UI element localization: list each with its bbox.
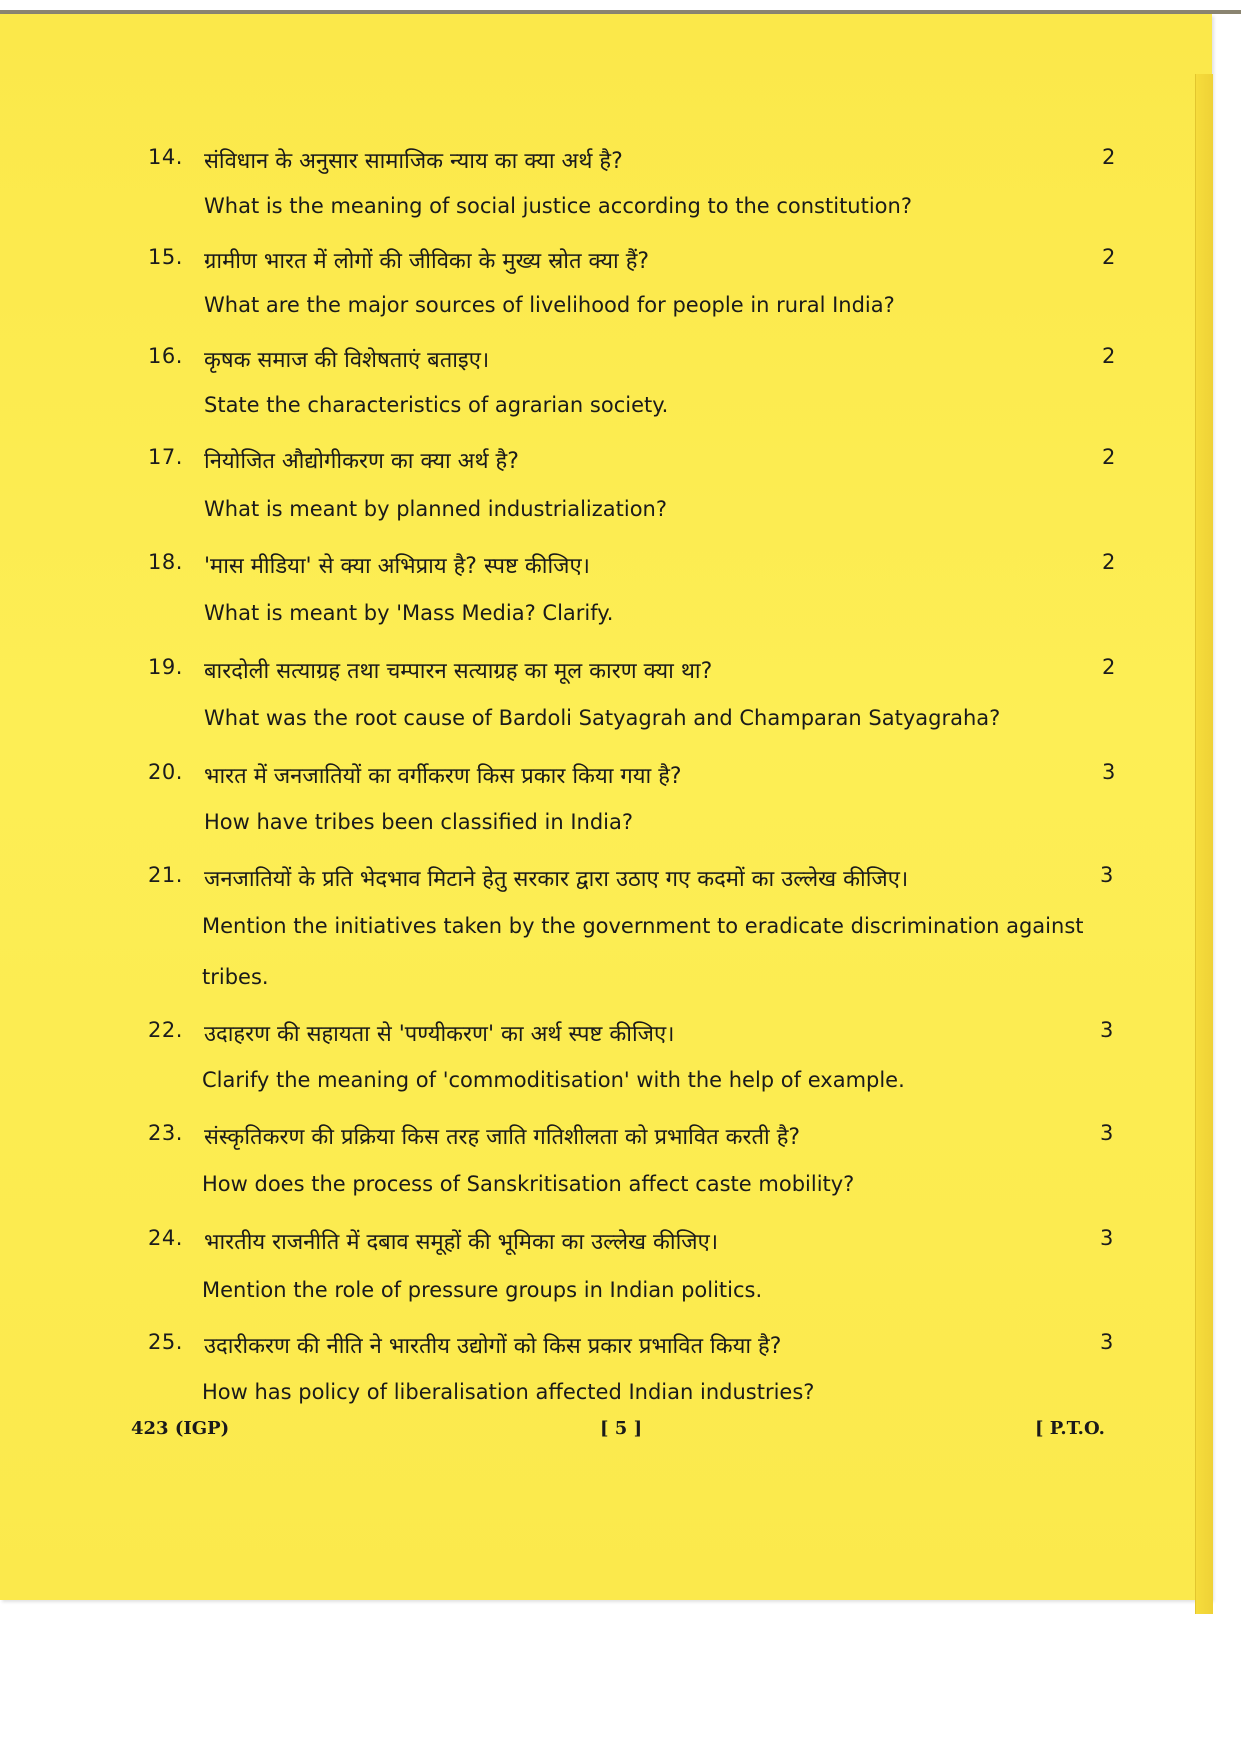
paper-code: 423 (IGP) <box>131 1418 230 1439</box>
question-english: Mention the initiatives taken by the government to eradicate discrimination against <box>202 914 1084 938</box>
question-marks: 3 <box>1102 760 1116 784</box>
question-marks: 3 <box>1100 1226 1114 1250</box>
question-english: What is meant by 'Mass Media? Clarify. <box>204 601 614 625</box>
question-number: 14. <box>148 145 183 169</box>
paper-stack-edge <box>1195 74 1213 1614</box>
question-marks: 2 <box>1102 445 1116 469</box>
question-marks: 3 <box>1100 1121 1114 1145</box>
question-hindi: कृषक समाज की विशेषताएं बताइए। <box>204 348 490 373</box>
yellow-paper-sheet <box>0 14 1212 1600</box>
question-hindi: संस्कृतिकरण की प्रक्रिया किस तरह जाति गतिशीलता को प्रभावित करती है? <box>204 1125 801 1150</box>
question-marks: 2 <box>1102 245 1116 269</box>
question-hindi: भारतीय राजनीति में दबाव समूहों की भूमिका का उल्लेख कीजिए। <box>204 1230 719 1255</box>
question-hindi: उदारीकरण की नीति ने भारतीय उद्योगों को किस प्रकार प्रभावित किया है? <box>204 1334 782 1359</box>
question-number: 24. <box>148 1226 183 1250</box>
question-marks: 2 <box>1102 145 1116 169</box>
question-english: How has policy of liberalisation affected Indian industries? <box>202 1380 815 1404</box>
question-marks: 2 <box>1102 550 1116 574</box>
question-number: 23. <box>148 1121 183 1145</box>
question-number: 17. <box>148 445 183 469</box>
question-marks: 3 <box>1100 1330 1114 1354</box>
question-number: 16. <box>148 344 183 368</box>
question-hindi: संविधान के अनुसार सामाजिक न्याय का क्या अर्थ है? <box>204 149 623 174</box>
question-number: 18. <box>148 550 183 574</box>
question-hindi: बारदोली सत्याग्रह तथा चम्पारन सत्याग्रह का मूल कारण क्या था? <box>204 659 713 684</box>
please-turn-over: [ P.T.O. <box>1035 1418 1105 1439</box>
question-marks: 2 <box>1102 655 1116 679</box>
question-english: State the characteristics of agrarian society. <box>204 393 669 417</box>
question-hindi: भारत में जनजातियों का वर्गीकरण किस प्रकार किया गया है? <box>204 764 682 789</box>
question-english: Clarify the meaning of 'commoditisation' with the help of example. <box>202 1068 905 1092</box>
question-hindi: 'मास मीडिया' से क्या अभिप्राय है? स्पष्ट कीजिए। <box>204 554 590 579</box>
question-number: 19. <box>148 655 183 679</box>
question-english-continued: tribes. <box>202 965 269 989</box>
question-hindi: ग्रामीण भारत में लोगों की जीविका के मुख्य स्रोत क्या हैं? <box>204 249 650 274</box>
page-number: [ 5 ] <box>600 1418 643 1439</box>
question-hindi: उदाहरण की सहायता से 'पण्यीकरण' का अर्थ स्पष्ट कीजिए। <box>204 1022 675 1047</box>
question-english: What is the meaning of social justice according to the constitution? <box>204 194 912 218</box>
question-marks: 2 <box>1102 344 1116 368</box>
question-english: How does the process of Sanskritisation affect caste mobility? <box>202 1172 855 1196</box>
question-english: What are the major sources of livelihood for people in rural India? <box>204 293 895 317</box>
question-hindi: नियोजित औद्योगीकरण का क्या अर्थ है? <box>204 449 519 474</box>
question-hindi: जनजातियों के प्रति भेदभाव मिटाने हेतु सरकार द्वारा उठाए गए कदमों का उल्लेख कीजिए। <box>204 867 909 892</box>
question-english: What is meant by planned industrialization? <box>204 497 668 521</box>
question-number: 21. <box>148 863 183 887</box>
question-marks: 3 <box>1100 1018 1114 1042</box>
question-number: 25. <box>148 1330 183 1354</box>
question-marks: 3 <box>1100 863 1114 887</box>
question-english: What was the root cause of Bardoli Satyagrah and Champaran Satyagraha? <box>204 706 1001 730</box>
question-number: 20. <box>148 760 183 784</box>
question-english: Mention the role of pressure groups in Indian politics. <box>202 1278 763 1302</box>
question-english: How have tribes been classified in India? <box>204 810 634 834</box>
question-number: 22. <box>148 1018 183 1042</box>
question-number: 15. <box>148 245 183 269</box>
